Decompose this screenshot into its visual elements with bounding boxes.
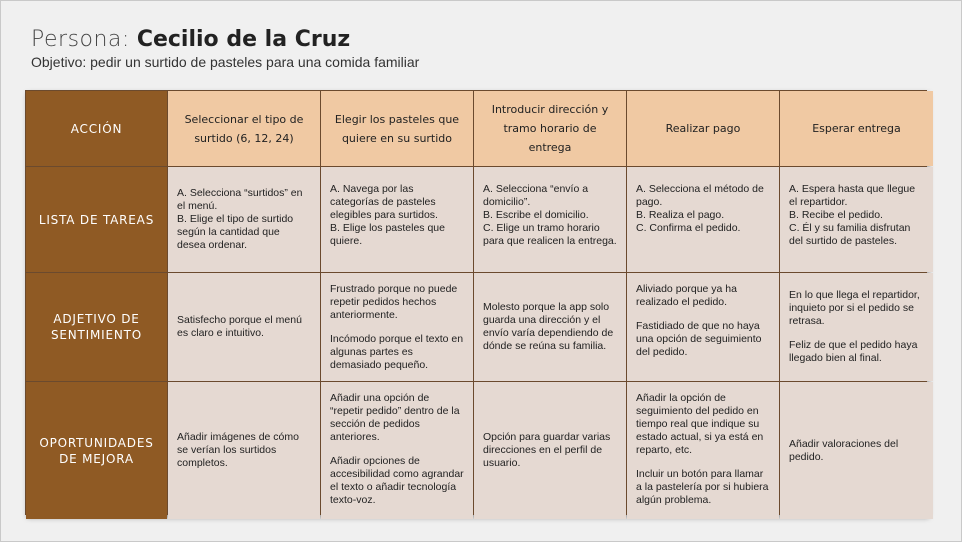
cell-paragraph: Opción para guardar varias direcciones en el perfil de usuario. [483,431,611,469]
table-cell [168,167,320,272]
cell-paragraph: Incluir un botón para llamar a la pastelería por si hubiera algún problema. [636,468,769,506]
cell-paragraph: Fastidiado de que no haya una opción de seguimiento del pedido. [636,320,762,358]
cell-paragraph: Molesto porque la app solo guarda una dirección y el envío varía dependiendo de dónde se reúna su familia. [483,301,614,352]
journey-map-table [25,90,927,515]
cell-paragraph: Añadir una opción de “repetir pedido” dentro de la sección de pedidos anteriores. [330,392,460,443]
cell-paragraph: Incómodo porque el texto en algunas partes es demasiado pequeño. [330,333,464,371]
cell-paragraph: A. Navega por las categorías de pasteles elegibles para surtidos. B. Elige los pasteles que quiere. [330,183,445,247]
column-header: Introducir dirección y tramo horario de entrega [474,91,626,166]
cell-paragraph: A. Espera hasta que llegue el repartidor. B. Recibe el pedido. C. Él y su familia disfrutan del surtido de pasteles. [789,183,916,247]
cell-paragraph: Satisfecho porque el menú es claro e intuitivo. [177,314,302,339]
row-header: ADJETIVO DE SENTIMIENTO [26,273,167,381]
row-header: LISTA DE TAREAS [26,167,167,272]
persona-prefix: Persona: [31,27,130,52]
table-cell [321,167,473,272]
cell-paragraph: En lo que llega el repartidor, inquieto por si el pedido se retrasa. [789,289,920,327]
table-cell [168,273,320,381]
cell-paragraph: Añadir valoraciones del pedido. [789,437,899,463]
table-cell [474,273,626,381]
column-header: Esperar entrega [780,91,933,166]
cell-paragraph: Frustrado porque no puede repetir pedidos hechos anteriormente. [330,283,458,321]
header [31,27,419,70]
table-cell [780,382,933,519]
table-cell [627,273,779,381]
cell-paragraph: Añadir la opción de seguimiento del pedido en tiempo real que indique su estado actual, si ya está en reparto, etc. [636,392,764,456]
column-header: Seleccionar el tipo de surtido (6, 12, 24) [168,91,320,166]
journey-grid [25,90,927,515]
page-title [31,27,419,53]
table-cell [168,382,320,519]
objective-text: Objetivo: pedir un surtido de pasteles para una comida familiar [31,54,420,70]
table-cell [321,273,473,381]
cell-paragraph: A. Selecciona “surtidos” en el menú. B. Elige el tipo de surtido según la cantidad que desea ordenar. [177,187,303,251]
row-header: OPORTUNIDADES DE MEJORA [26,382,167,519]
corner-header: ACCIÓN [26,91,167,166]
table-cell [780,167,933,272]
persona-name: Cecilio de la Cruz [136,27,351,52]
table-cell [780,273,933,381]
table-cell [321,382,473,519]
column-header: Elegir los pasteles que quiere en su surtido [321,91,473,166]
cell-paragraph: Aliviado porque ya ha realizado el pedido. [636,283,737,308]
table-cell [474,382,626,519]
cell-paragraph: Feliz de que el pedido haya llegado bien al final. [789,339,918,364]
column-header: Realizar pago [627,91,779,166]
cell-paragraph: Añadir opciones de accesibilidad como agrandar el texto o añadir tecnología texto-voz. [330,455,464,506]
table-cell [474,167,626,272]
table-cell [627,167,779,272]
cell-paragraph: A. Selecciona el método de pago. B. Realiza el pago. C. Confirma el pedido. [636,183,764,234]
cell-paragraph: A. Selecciona “envío a domicilio”. B. Escribe el domicilio. C. Elige un tramo horario para que realicen la entrega. [483,183,617,247]
table-cell [627,382,779,519]
cell-paragraph: Añadir imágenes de cómo se verían los surtidos completos. [177,431,299,469]
